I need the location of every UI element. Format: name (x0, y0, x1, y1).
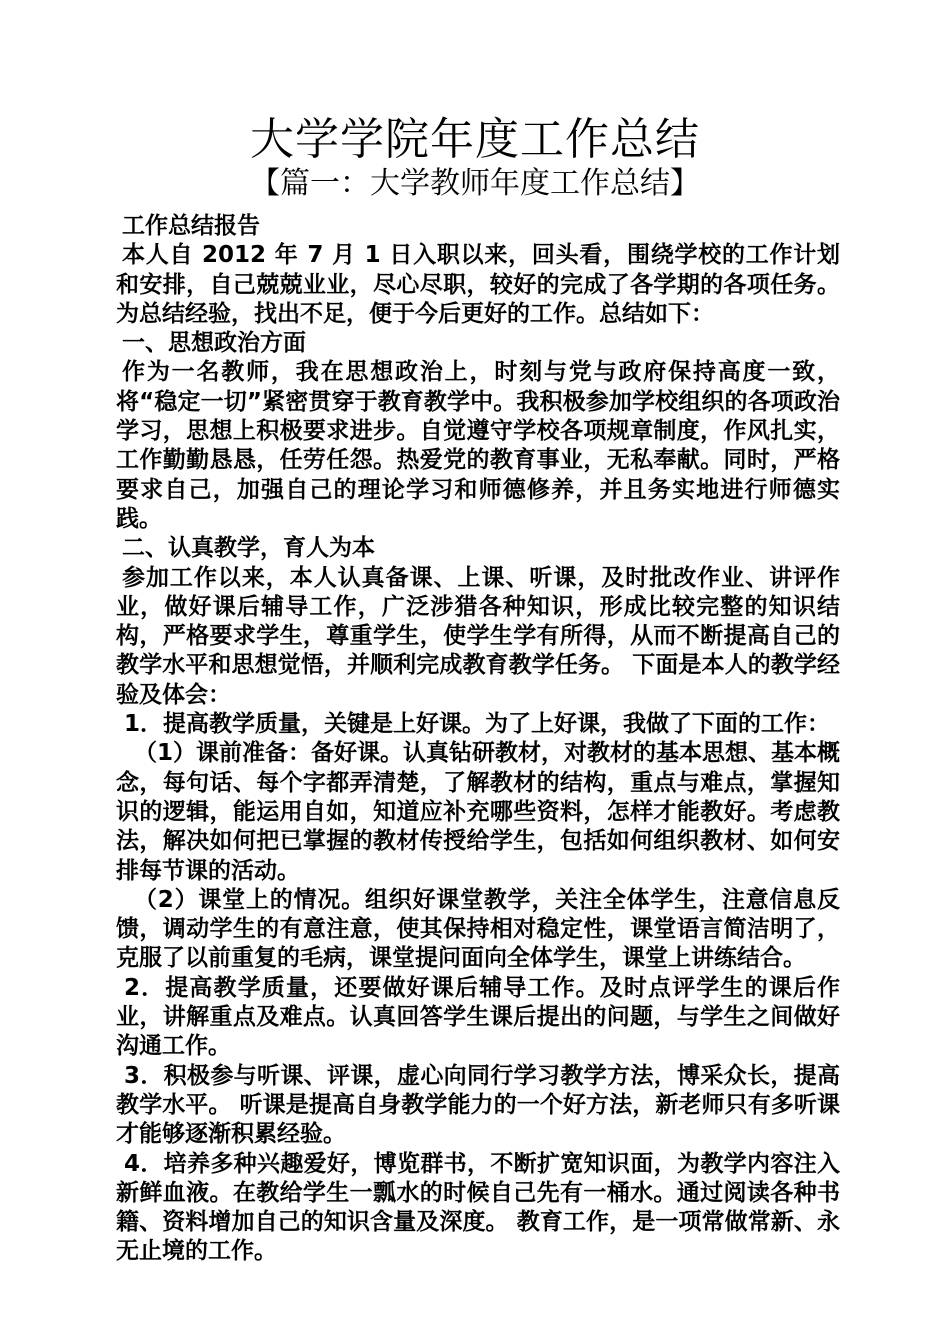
sub-item-2: （2）课堂上的情况。组织好课堂教学，关注全体学生，注意信息反馈，调动学生的有意注意，使其保持相对稳定性，课堂语言简洁明了，克服了以前重复的毛病，课堂提问面向全体学生，课堂上讲练结合。 (116, 886, 840, 972)
paragraph-intro: 本人自 2012 年 7 月 1 日入职以来，回头看，围绕学校的工作计划和安排，自己兢兢业业，尽心尽职，较好的完成了各学期的各项任务。为总结经验，找出不足，便于今后更好的工作。总结如下： (116, 242, 840, 327)
document-body (116, 212, 840, 1267)
paragraph-section-2: 参加工作以来，本人认真备课、上课、听课，及时批改作业、讲评作业，做好课后辅导工作，广泛涉猎各种知识，形成比较完整的知识结构，严格要求学生，尊重学生，使学生学有所得，从而不断提高自己的教学水平和思想觉悟，并顺利完成教育教学任务。 下面是本人的教学经验及体会： (116, 564, 840, 708)
list-item-2: 2．提高教学质量，还要做好课后辅导工作。及时点评学生的课后作业，讲解重点及难点。认真回答学生课后提出的问题，与学生之间做好沟通工作。 (116, 974, 840, 1060)
list-item-4: 4．培养多种兴趣爱好，博览群书，不断扩宽知识面，为教学内容注入新鲜血液。在教给学生一瓢水的时候自己先有一桶水。通过阅读各种书籍、资料增加自己的知识含量及深度。 教育工作，是一项常做常新、永无止境的工作。 (116, 1150, 840, 1265)
paragraph-section-1: 作为一名教师，我在思想政治上，时刻与党与政府保持高度一致，将“稳定一切”紧密贯穿于教育教学中。我积极参加学校组织的各项政治学习，思想上积极要求进步。自觉遵守学校各项规章制度，作风扎实，工作勤勤恳恳，任劳任怨。热爱党的教育事业，无私奉献。同时，严格要求自己，加强自己的理论学习和师德修养，并且务实地进行师德实践。 (116, 359, 840, 532)
document-title: 大学学院年度工作总结 (250, 114, 700, 165)
list-item-1: 1．提高教学质量，关键是上好课。为了上好课，我做了下面的工作： (124, 711, 831, 738)
heading-section-2: 二、认真教学，育人为本 (122, 535, 375, 562)
list-item-3: 3．积极参与听课、评课，虚心向同行学习教学方法，博采众长，提高教学水平。 听课是提高自身教学能力的一个好方法，新老师只有多听课才能够逐渐积累经验。 (116, 1062, 840, 1148)
heading-section-1: 一、思想政治方面 (122, 330, 306, 357)
document-subtitle: 【篇一：大学教师年度工作总结】 (250, 166, 700, 201)
heading-work-report: 工作总结报告 (122, 213, 260, 239)
sub-item-1: （1）课前准备：备好课。认真钻研教材，对教材的基本思想、基本概念，每句话、每个字都弄清楚，了解教材的结构，重点与难点，掌握知识的逻辑，能运用自如，知道应补充哪些资料，怎样才能教好。考虑教法，解决如何把已掌握的教材传授给学生，包括如何组织教材、如何安排每节课的活动。 (116, 740, 841, 884)
